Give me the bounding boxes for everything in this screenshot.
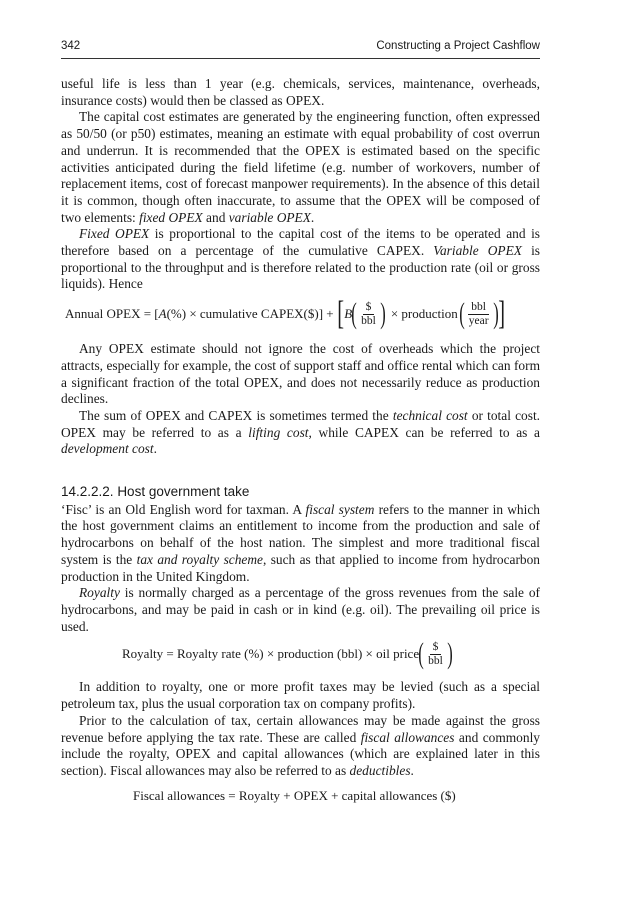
fraction-dollar-per-bbl-2: $\frac{\$}{\text{bbl}}$ [428, 640, 443, 667]
equation-fiscal-allowances: Fiscal allowances = Royalty + OPEX + capital allowances ($) [133, 787, 456, 803]
fraction-bbl-per-year: $\frac{\text{bbl}}{\text{year}}$ [468, 300, 489, 327]
equation-annual-opex: Annual OPEX = [ A (%) × cumulative CAPEX($)] + [ B ( $\frac{\$}{\text{bbl}}$ ) × production ( $\frac{\text{bbl}}{\text{year}}$ ) ] [65, 295, 505, 333]
fraction-dollar-per-bbl: $\frac{\$}{\text{bbl}}$ [361, 300, 376, 327]
running-header [61, 40, 540, 58]
page-number: 342 [61, 40, 81, 52]
paragraph-5: The sum of OPEX and CAPEX is sometimes termed the technical cost or total cost. OPEX may be referred to as a lifting cost, while CAPEX can be referred to as a development cost. [61, 407, 541, 457]
paragraph-3: Fixed OPEX is proportional to the capital cost of the items to be operated and is therefore based on a percentage of the cumulative CAPEX. Variable OPEX is proportional to the throughput and is therefore related to the production rate (oil or gross liquids). Hence [61, 226, 541, 292]
paragraph-8: In addition to royalty, one or more profit taxes may be levied (such as a special petroleum tax, plus the usual corporation tax on company profits). [61, 679, 540, 712]
paragraph-1: useful life is less than 1 year (e.g. chemicals, services, maintenance, overheads, insurance costs) would then be classed as OPEX. [61, 76, 540, 108]
paragraph-2: The capital cost estimates are generated by the engineering function, often expressed as 50/50 (or p50) estimates, meaning an estimate with equal probability of cost overrun and underrun. It is recommended that the OPEX is estimated based on the specific activities anticipated during the field lifetime (e.g. number of workovers, number of replacement items, cost of forecast manpower requirements). In the absence of this detail it is common, though often inaccurate, to assume that the OPEX will be composed of two elements: fixed OPEX and variable OPEX. [61, 109, 540, 225]
paragraph-4: Any OPEX estimate should not ignore the cost of overheads which the project attracts, especially for example, the cost of support staff and office rental which can form a significant fraction of the total OPEX, and does not necessarily reduce as production declines. [61, 341, 540, 407]
paragraph-7: Royalty is normally charged as a percentage of the gross revenues from the sale of hydrocarbons, and may be paid in cash or in kind (e.g. oil). The prevailing oil price is used. [61, 585, 540, 634]
section-heading [61, 484, 540, 501]
section-title: Host government take [117, 484, 250, 500]
page-body [61, 76, 540, 804]
header-rule [61, 58, 540, 59]
equation-royalty: Royalty = Royalty rate (%) × production (bbl) × oil price ( $\frac{\$}{\text{bbl}}$ ) [122, 637, 453, 671]
running-title: Constructing a Project Cashflow [376, 40, 540, 52]
paragraph-6: ‘Fisc’ is an Old English word for taxman. A fiscal system refers to the manner in which the host government claims an entitlement to income from the production and sale of hydrocarbons on behalf of the host nation. The simplest and more traditional fiscal system is the tax and royalty scheme, such as that applied to income from hydrocarbon production in the United Kingdom. [61, 501, 540, 584]
paragraph-9: Prior to the calculation of tax, certain allowances may be made against the gross revenue before applying the tax rate. These are called fiscal allowances and commonly include the royalty, OPEX and capital allowances (which are explained later in this section). Fiscal allowances may also be referred to as deductibles. [61, 712, 540, 778]
section-number: 14.2.2.2. [61, 484, 114, 500]
